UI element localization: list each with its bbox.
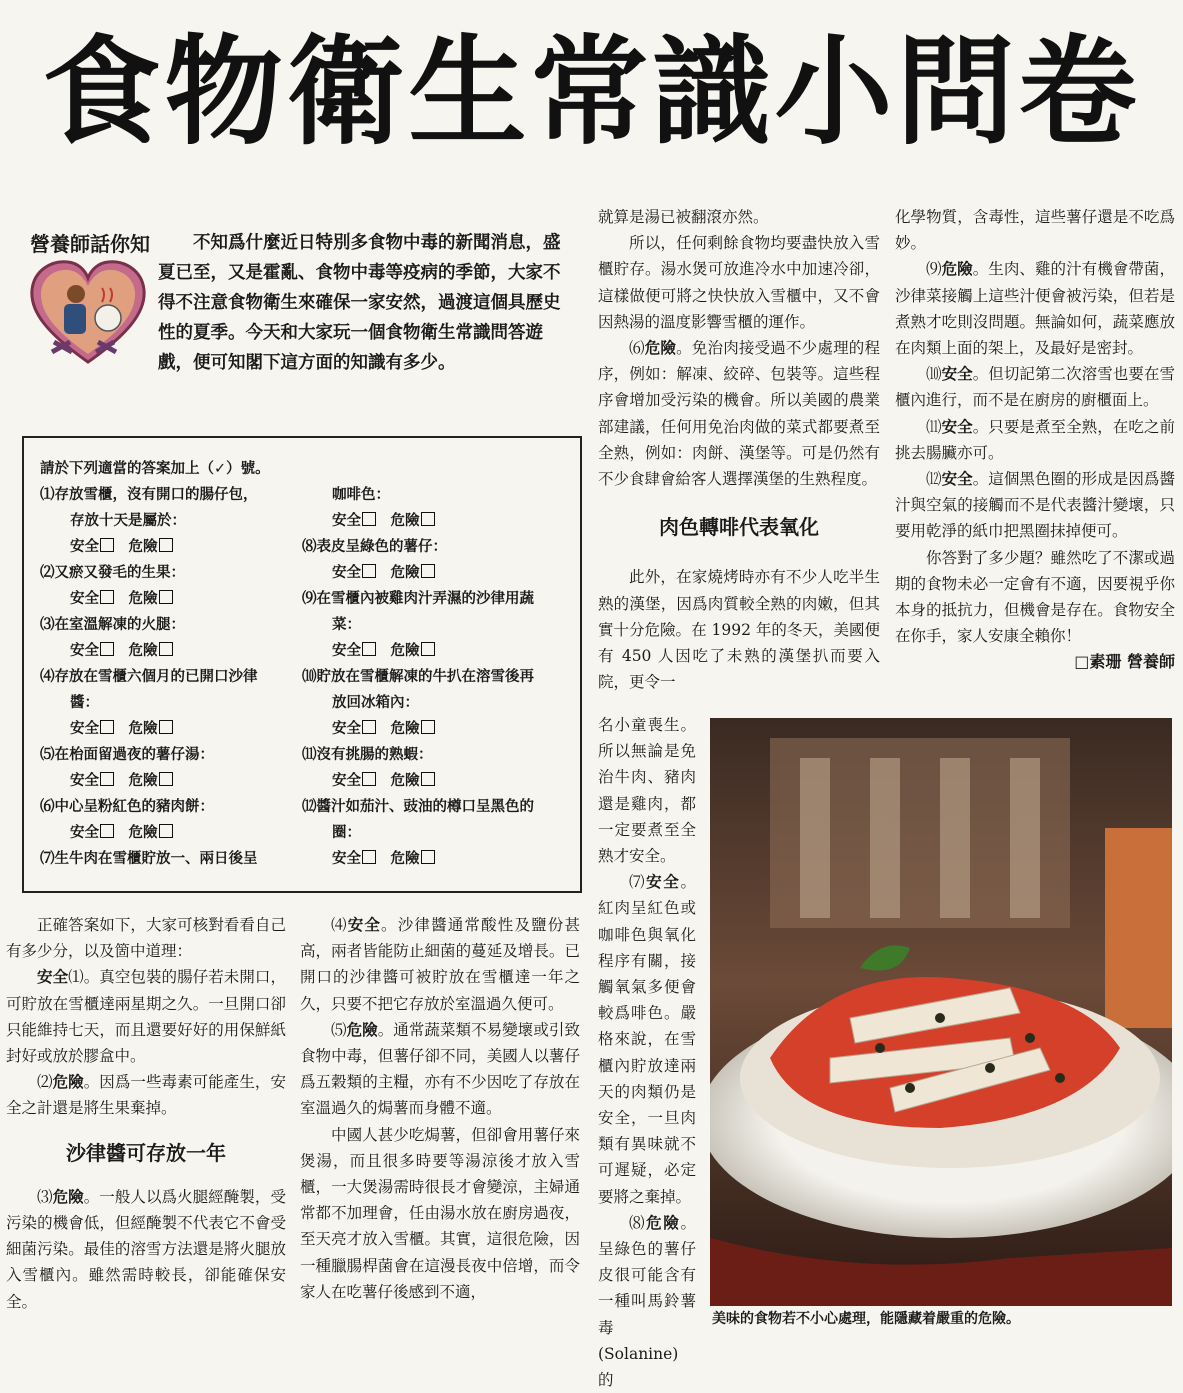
- safe-checkbox[interactable]: [362, 850, 376, 864]
- section-heading: 沙律醬可存放一年: [66, 1140, 226, 1165]
- answer-2: ⑵危險。因爲一些毒素可能產生，安全之計還是將生果棄掉。: [6, 1072, 286, 1118]
- section-heading: 肉色轉啡代表氧化: [659, 515, 819, 540]
- photo-caption: 美味的食物若不小心處理，能隱藏着嚴重的危險。: [712, 1311, 1020, 1327]
- danger-checkbox[interactable]: [421, 642, 435, 656]
- danger-checkbox[interactable]: [159, 590, 173, 604]
- answers-column-4: [895, 204, 1175, 676]
- quiz-item: ⑸在枱面留過夜的薯仔湯： 安全 危險: [40, 747, 214, 789]
- intro-text: 不知爲什麼近日特別多食物中毒的新聞消息，盛夏已至，又是霍亂、食物中毒等疫病的季節，大家不得不注意食物衛生來確保一家安然，過渡這個具歷史性的夏季。今天和大家玩一個食物衛生常識問答遊戲，便可知閣下這方面的知識有多少。: [158, 233, 561, 373]
- quiz-item: ⑽貯放在雪櫃解凍的牛扒在溶雪後再 放回冰箱內： 安全 危險: [302, 669, 534, 737]
- answer-1: 安全⑴。真空包裝的腸仔若未開口，可貯放在雪櫃達兩星期之久。一旦開口卻只能維持七天，而且還要好好的用保鮮紙封好或放於膠盒中。: [6, 967, 286, 1066]
- safe-checkbox[interactable]: [100, 590, 114, 604]
- paragraph: 此外，在家燒烤時亦有不少人吃半生熟的漢堡，因爲肉質較全熟的肉嫩，但其實十分危險。在 1992 年的冬天，美國便有 450 人因吃了未熟的漢堡扒而要入院，更令一: [598, 568, 880, 692]
- closing-paragraph: 你答對了多少題？雖然吃了不潔或過期的食物未必一定會有不適，因要視乎你本身的抵抗力，但機會是存在。食物安全在你手，家人安康全賴你！: [895, 548, 1175, 646]
- quiz-item: ⑺生牛肉在雪櫃貯放一、兩日後呈: [40, 851, 258, 867]
- danger-checkbox[interactable]: [421, 850, 435, 864]
- quiz-item: ⑻表皮呈綠色的薯仔： 安全 危險: [302, 539, 447, 581]
- quiz-item: 咖啡色： 安全 危險: [302, 482, 572, 534]
- heart-logo-icon: [28, 258, 148, 368]
- quiz-right-column: [302, 482, 572, 872]
- safe-checkbox[interactable]: [362, 512, 376, 526]
- answer-7: ⑺安全。紅肉呈紅色或咖啡色與氧化程序有關，接觸氧氣多便會較爲啡色。嚴格來說，在雪櫃內貯放達兩天的肉類仍是安全，一旦肉類有異味就不可遲疑，必定要將之棄掉。: [598, 872, 696, 1206]
- danger-checkbox[interactable]: [159, 720, 173, 734]
- answer-4: ⑷安全。沙律醬通常酸性及鹽份甚高，兩者皆能防止細菌的蔓延及增長。已開口的沙律醬可被貯放在雪櫃達一年之久，只要不把它存放於室溫過久便可。: [300, 915, 580, 1013]
- answer-5: ⑸危險。通常蔬菜類不易變壞或引致食物中毒，但薯仔卻不同，美國人以薯仔爲五穀類的主糧，亦有不少因吃了存放在室溫過久的焗薯而身體不適。: [300, 1019, 580, 1118]
- quiz-item: ⑵又瘀又發毛的生果： 安全 危險: [40, 565, 185, 607]
- safe-checkbox[interactable]: [100, 642, 114, 656]
- answer-12: ⑿安全。這個黑色圈的形成是因爲醬汁與空氣的接觸而不是代表醬汁變壞，只要用乾淨的紙巾把黑圈抹掉便可。: [895, 469, 1175, 541]
- paragraph: 就算是湯已被翻滾亦然。: [598, 208, 769, 226]
- quiz-item: ⑴存放雪櫃，沒有開口的腸仔包， 存放十天是屬於： 安全 危險: [40, 487, 258, 555]
- intro-label: 營養師話你知: [30, 232, 150, 256]
- quiz-left-column: [40, 456, 310, 872]
- answers-column-2: [300, 912, 580, 1305]
- food-photo: [710, 718, 1172, 1306]
- danger-checkbox[interactable]: [159, 642, 173, 656]
- danger-checkbox[interactable]: [421, 772, 435, 786]
- quiz-item: ⑿醬汁如茄汁、豉油的樽口呈黑色的 圈： 安全 危險: [302, 799, 534, 867]
- safe-checkbox[interactable]: [362, 772, 376, 786]
- danger-checkbox[interactable]: [159, 824, 173, 838]
- safe-checkbox[interactable]: [100, 772, 114, 786]
- safe-checkbox[interactable]: [362, 642, 376, 656]
- paragraph: 所以，任何剩餘食物均要盡快放入雪櫃貯存。湯水煲可放進冷水中加速冷卻，這樣做便可將之快快放入雪櫃中，又不會因熱湯的溫度影響雪櫃的運作。: [598, 234, 880, 331]
- danger-checkbox[interactable]: [159, 538, 173, 552]
- answers-column-3-narrow: [598, 712, 696, 1393]
- answer-3: ⑶危險。一般人以爲火腿經醃製，受污染的機會低，但經醃製不代表它不會受細菌污染。最佳的溶雪方法還是將火腿放入雪櫃內。雖然需時較長，卻能確保安全。: [6, 1186, 286, 1311]
- safe-checkbox[interactable]: [100, 824, 114, 838]
- paragraph: 化學物質，含毒性，這些薯仔還是不吃爲妙。: [895, 208, 1175, 253]
- page-title: 食物衛生常識小問卷: [42, 23, 1141, 161]
- answer-11: ⑾安全。只要是煮至全熟，在吃之前挑去腸臟亦可。: [895, 416, 1175, 462]
- safe-checkbox[interactable]: [100, 538, 114, 552]
- danger-checkbox[interactable]: [421, 512, 435, 526]
- quiz-item: ⑷存放在雪櫃六個月的已開口沙律 醬： 安全 危險: [40, 669, 258, 737]
- answer-9: ⑼危險。生肉、雞的汁有機會帶菌，沙律菜接觸上這些汁便會被污染，但若是煮熟才吃則沒問題。無論如何，蔬菜應放在肉類上面的架上，及最好是密封。: [895, 259, 1175, 358]
- paragraph: 名小童喪生。所以無論是免治牛肉、豬肉還是雞肉，都一定要煮至全熟才安全。: [598, 716, 696, 866]
- quiz-item: ⑶在室溫解凍的火腿： 安全 危險: [40, 617, 185, 659]
- answer-8: ⑻危險。呈綠色的薯仔皮很可能含有一種叫馬鈴薯毒 (Solanine) 的: [598, 1212, 696, 1390]
- answers-intro: 正確答案如下，大家可核對看看自己有多少分，以及箇中道理：: [6, 916, 286, 961]
- answers-column-3: [598, 204, 880, 695]
- quiz-instruction: 請於下列適當的答案加上（✓）號。: [40, 461, 270, 477]
- safe-checkbox[interactable]: [100, 720, 114, 734]
- safe-checkbox[interactable]: [362, 720, 376, 734]
- author-byline: □素珊 營養師: [1074, 652, 1175, 672]
- quiz-item: ⑼在雪櫃內被雞肉汁弄濕的沙律用蔬 菜： 安全 危險: [302, 591, 534, 659]
- answer-5-cont: 中國人甚少吃焗薯，但卻會用薯仔來煲湯，而且很多時要等湯涼後才放入雪櫃，一大煲湯需時很長才會變涼，主婦通常都不加理會，任由湯水放在廚房過夜，至天亮才放入雪櫃。其實，這很危險，因一種臘腸桿菌會在這漫長夜中倍增，而令家人在吃薯仔後感到不適，: [300, 1125, 580, 1301]
- answers-column-1: [6, 912, 286, 1315]
- answer-6: ⑹危險。免治肉接受過不少處理的程序，例如：解凍、絞碎、包裝等。這些程序會增加受污染的機會。所以美國的農業部建議，任何用免治肉做的菜式都要煮至全熟，例如：肉餅、漢堡等。可是仍然有不少食肆會給客人選擇漢堡的生熟程度。: [598, 338, 880, 489]
- safe-checkbox[interactable]: [362, 564, 376, 578]
- quiz-item: ⑹中心呈粉紅色的豬肉餅： 安全 危險: [40, 799, 214, 841]
- answer-10: ⑽安全。但切記第二次溶雪也要在雪櫃內進行，而不是在廚房的廚櫃面上。: [895, 364, 1175, 410]
- danger-checkbox[interactable]: [421, 720, 435, 734]
- quiz-item: ⑾沒有挑腸的熟蝦： 安全 危險: [302, 747, 433, 789]
- quiz-box: [22, 436, 582, 893]
- danger-checkbox[interactable]: [159, 772, 173, 786]
- danger-checkbox[interactable]: [421, 564, 435, 578]
